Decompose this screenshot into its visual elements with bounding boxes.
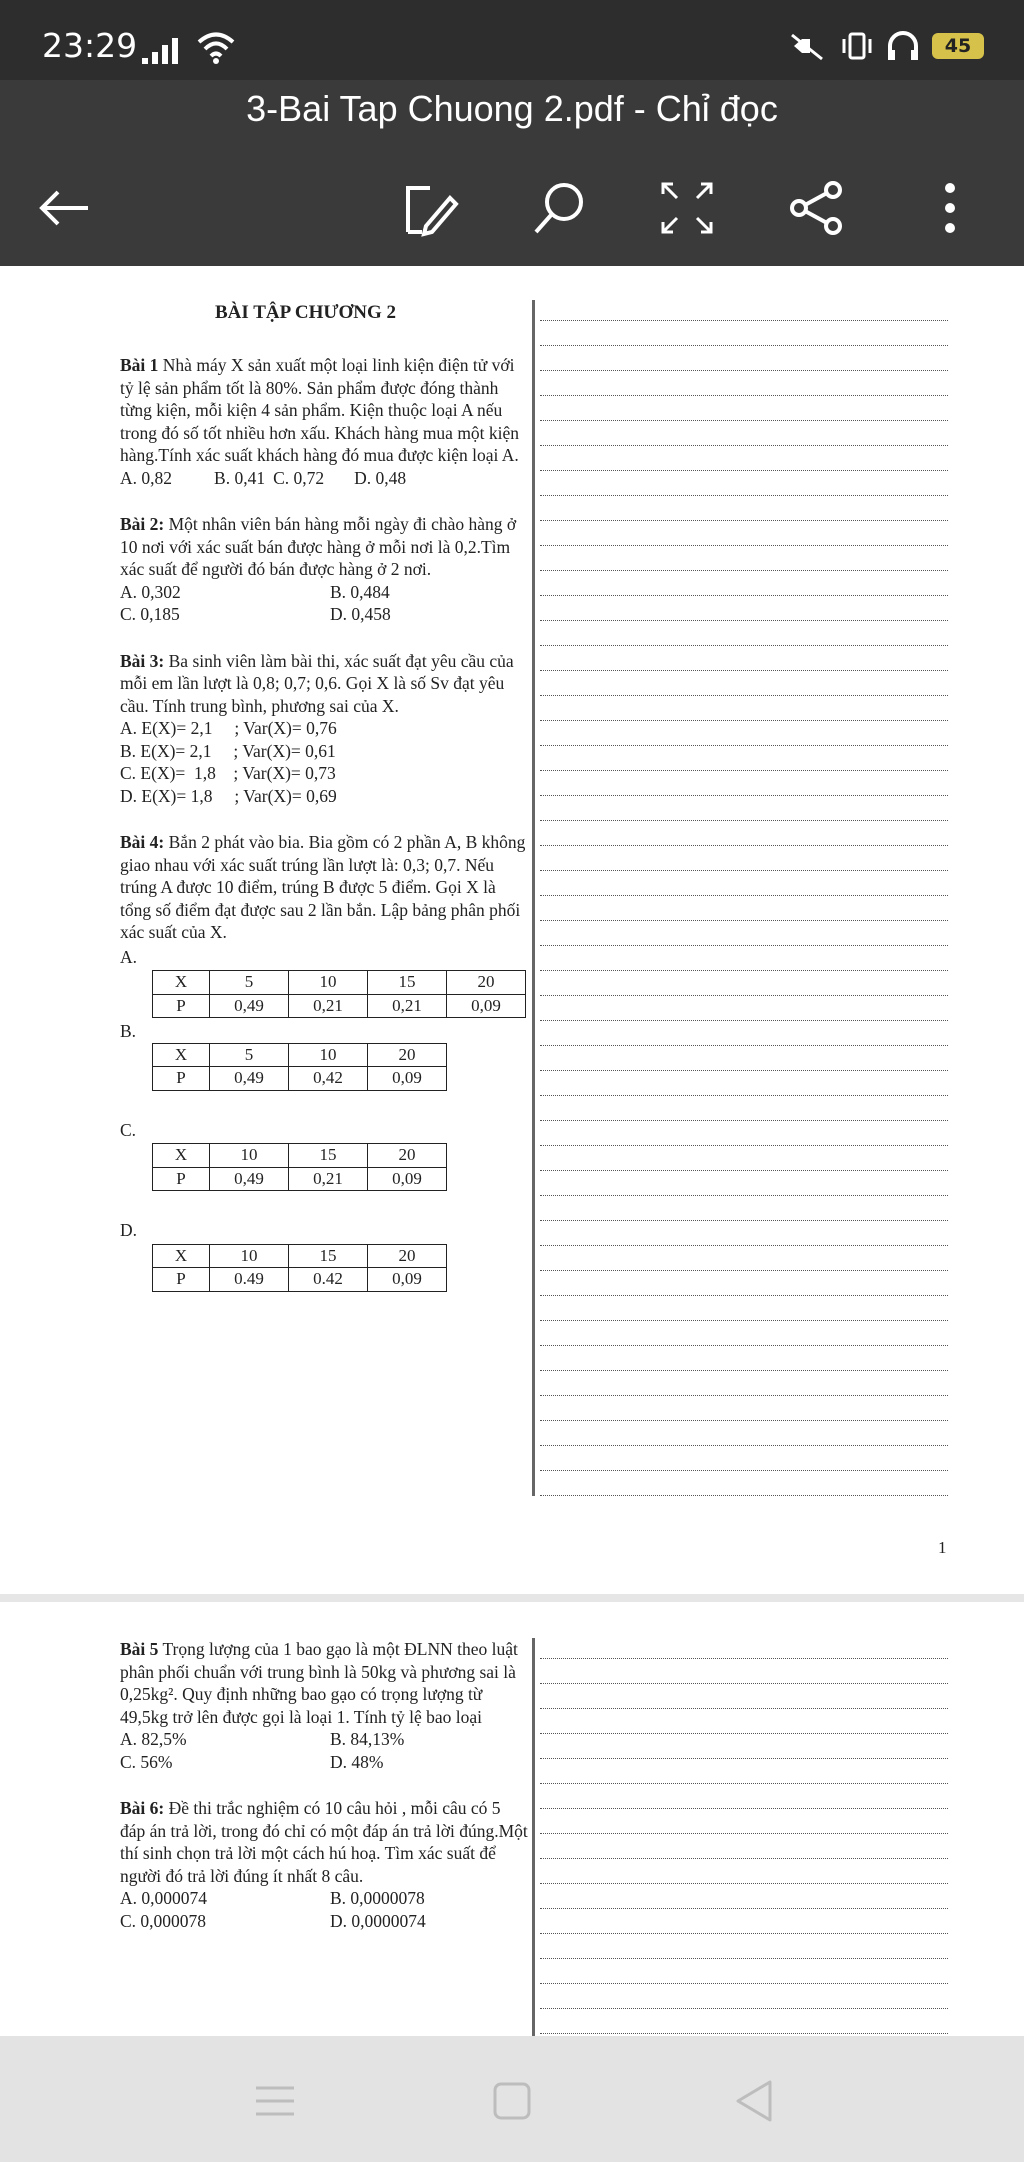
document-title: 3-Bai Tap Chuong 2.pdf - Chỉ đọc: [246, 88, 778, 129]
option-label: C.: [120, 1119, 137, 1140]
table-cell: 20: [368, 1144, 447, 1168]
table-cell: 20: [447, 971, 526, 995]
system-nav-bar: [0, 2036, 1024, 2162]
annotate-button[interactable]: [398, 176, 462, 240]
dotted-line: [540, 1171, 948, 1196]
dotted-line: [540, 1471, 948, 1496]
dotted-line: [540, 771, 948, 796]
battery-indicator: 45: [932, 33, 984, 59]
app-toolbar: [0, 80, 1024, 266]
dotted-line: [540, 1421, 948, 1446]
table-cell: 0,49: [210, 994, 289, 1018]
dotted-line: [540, 1959, 948, 1984]
dotted-line: [540, 471, 948, 496]
table-cell: 15: [289, 1144, 368, 1168]
table-cell: 0,21: [368, 994, 447, 1018]
problem-label: Bài 6:: [120, 1798, 165, 1818]
dotted-line: [540, 1684, 948, 1709]
option: D. E(X)= 1,8 ; Var(X)= 0,69: [120, 785, 337, 806]
problem-text: Trọng lượng của 1 bao gạo là một ĐLNN theo luật phân phối chuẩn với trung bình là 50kg và phương sai là 0,25kg². Quy định những bao gạo có trọng lượng từ 49,5kg trở lên được gọi là loại 1. Tính tỷ lệ bao loại: [120, 1639, 518, 1727]
table-cell: P: [153, 1167, 210, 1191]
dotted-line: [540, 646, 948, 671]
table-cell: 20: [368, 1244, 447, 1268]
dotted-line: [540, 1196, 948, 1221]
dotted-line: [540, 1934, 948, 1959]
distribution-table-b: [152, 1043, 447, 1091]
status-bar: [0, 0, 1024, 80]
dotted-line: [540, 796, 948, 821]
dotted-line: [540, 721, 948, 746]
option: D. 0,0000074: [330, 1910, 426, 1931]
dotted-line: [540, 1296, 948, 1321]
option: B. E(X)= 2,1 ; Var(X)= 0,61: [120, 740, 336, 761]
option: A. 82,5%: [120, 1729, 187, 1749]
option-label: B.: [120, 1021, 137, 1041]
dotted-line: [540, 521, 948, 546]
distribution-table-d: [152, 1244, 447, 1292]
dotted-line: [540, 1221, 948, 1246]
back-triangle-icon[interactable]: [730, 2076, 780, 2126]
option: A. 0,302: [120, 581, 181, 602]
dotted-line: [540, 1371, 948, 1396]
option: C. 56%: [120, 1751, 173, 1772]
expand-icon: [657, 178, 717, 238]
share-icon: [787, 178, 847, 238]
status-right-icons: [788, 30, 984, 62]
table-cell: 0.42: [289, 1268, 368, 1292]
table-cell: 0.49: [210, 1268, 289, 1292]
dotted-line: [540, 1146, 948, 1171]
dotted-line: [540, 571, 948, 596]
problem-label: Bài 4:: [120, 832, 165, 852]
table-cell: 15: [368, 971, 447, 995]
pen-edit-icon: [400, 178, 460, 238]
page-heading: BÀI TẬP CHƯƠNG 2: [215, 302, 397, 323]
dotted-line: [540, 621, 948, 646]
fullscreen-button[interactable]: [655, 176, 719, 240]
dotted-line: [540, 896, 948, 921]
option: A. 0,000074: [120, 1888, 208, 1908]
answer-lines: [540, 1634, 948, 2034]
dotted-line: [540, 1859, 948, 1884]
dotted-line: [540, 1021, 948, 1046]
dotted-line: [540, 1734, 948, 1759]
dotted-line: [540, 371, 948, 396]
dotted-line: [540, 446, 948, 471]
dotted-line: [540, 746, 948, 771]
headphones-icon: [886, 30, 920, 62]
wifi-icon: [196, 30, 236, 64]
dotted-line: [540, 921, 948, 946]
dotted-line: [540, 1346, 948, 1371]
dotted-line: [540, 996, 948, 1021]
dotted-line: [540, 396, 948, 421]
table-cell: X: [153, 1244, 210, 1268]
problem-label: Bài 2:: [120, 514, 165, 534]
dotted-line: [540, 946, 948, 971]
table-cell: 0,49: [210, 1067, 289, 1091]
dotted-line: [540, 1246, 948, 1271]
dotted-line: [540, 696, 948, 721]
dotted-line: [540, 1096, 948, 1121]
dotted-line: [540, 1709, 948, 1734]
share-button[interactable]: [785, 176, 849, 240]
table-cell: 0,21: [289, 994, 368, 1018]
table-cell: 5: [210, 971, 289, 995]
option: D. 0,458: [330, 604, 391, 624]
option: A. 0,82: [120, 467, 173, 488]
dotted-line: [540, 1784, 948, 1809]
dotted-line: [540, 1884, 948, 1909]
dotted-line: [540, 1071, 948, 1096]
dotted-line: [540, 1634, 948, 1659]
problem-3: [120, 650, 530, 808]
problem-text: Bắn 2 phát vào bia. Bia gồm có 2 phần A, B không giao nhau với xác suất trúng lần lượt là: 0,3; 0,7. Nếu trúng A được 10 điểm, trúng B được 5 điểm. Gọi X là tổng số điểm đạt được sau 2 lần bắn. Lập bảng phân phối xác suất của X.: [120, 832, 526, 942]
table-cell: 0,09: [368, 1268, 447, 1292]
dotted-line: [540, 1659, 948, 1684]
problem-1: [120, 354, 530, 489]
dotted-line: [540, 1046, 948, 1071]
option: C. E(X)= 1,8 ; Var(X)= 0,73: [120, 763, 336, 783]
dotted-line: [540, 296, 948, 321]
dotted-line: [540, 1909, 948, 1934]
problem-text: Nhà máy X sản xuất một loại linh kiện điện tử với tỷ lệ sản phẩm tốt là 80%. Sản phẩm được đóng thành từng kiện, mỗi kiện 4 sản phẩm. Kiện thuộc loại A nếu trong đó số tốt nhiều hơn xấu. Khách hàng mua một kiện hàng.Tính xác suất khách hàng đó mua được kiện loại A.: [120, 355, 520, 465]
table-cell: 10: [210, 1144, 289, 1168]
back-arrow-icon: [34, 178, 94, 238]
dotted-line: [540, 871, 948, 896]
column-divider: [532, 300, 535, 1496]
table-cell: 0,42: [289, 1067, 368, 1091]
dotted-line: [540, 1834, 948, 1859]
more-vertical-icon: [920, 178, 980, 238]
option: B. 0,0000078: [330, 1888, 425, 1908]
dotted-line: [540, 596, 948, 621]
table-cell: P: [153, 994, 210, 1018]
dotted-line: [540, 346, 948, 371]
dotted-line: [540, 1984, 948, 2009]
answer-lines: [540, 296, 948, 1496]
dotted-line: [540, 1396, 948, 1421]
dotted-line: [540, 971, 948, 996]
page-number: 1: [938, 1538, 947, 1557]
dotted-line: [540, 2009, 948, 2034]
dotted-line: [540, 421, 948, 446]
table-cell: X: [153, 1043, 210, 1067]
option: B. 0,41: [214, 467, 266, 488]
problem-label: Bài 5: [120, 1639, 159, 1659]
table-cell: X: [153, 1144, 210, 1168]
table-cell: 0,09: [368, 1167, 447, 1191]
dotted-line: [540, 1809, 948, 1834]
dotted-line: [540, 1759, 948, 1784]
menu-icon[interactable]: [250, 2076, 300, 2126]
table-cell: 15: [289, 1244, 368, 1268]
page2-content: [120, 1638, 530, 1956]
problem-label: Bài 3:: [120, 650, 165, 671]
table-cell: 5: [210, 1043, 289, 1067]
option: D. 48%: [330, 1751, 384, 1772]
problem-6: [120, 1797, 530, 1932]
signal-icon: [142, 36, 184, 64]
dotted-line: [540, 671, 948, 696]
table-cell: 0,09: [447, 994, 526, 1018]
mute-vibrate-icon: [788, 31, 828, 61]
option: C. 0,185: [120, 604, 180, 624]
dotted-line: [540, 321, 948, 346]
problem-2: [120, 513, 530, 626]
dotted-line: [540, 821, 948, 846]
table-cell: 0,21: [289, 1167, 368, 1191]
option-label: D.: [120, 1220, 138, 1240]
back-button[interactable]: [32, 176, 96, 240]
distribution-table-a: [152, 970, 526, 1018]
more-button[interactable]: [918, 176, 982, 240]
dotted-line: [540, 846, 948, 871]
table-cell: X: [153, 971, 210, 995]
search-button[interactable]: [528, 176, 592, 240]
status-time: 23:29: [42, 26, 138, 65]
dotted-line: [540, 1321, 948, 1346]
table-cell: 10: [289, 1043, 368, 1067]
home-square-icon[interactable]: [487, 2076, 537, 2126]
dotted-line: [540, 1271, 948, 1296]
dotted-line: [540, 1446, 948, 1471]
distribution-table-c: [152, 1143, 447, 1191]
dotted-line: [540, 546, 948, 571]
problem-5: [120, 1638, 530, 1773]
problem-text: Ba sinh viên làm bài thi, xác suất đạt yêu cầu của mỗi em lần lượt là 0,8; 0,7; 0,6. Gọi X là số Sv đạt yêu cầu. Tính trung bình, phương sai của X.: [120, 650, 514, 716]
option-label: A.: [120, 946, 138, 967]
problem-label: Bài 1: [120, 355, 159, 375]
search-icon: [530, 178, 590, 238]
table-cell: 0,49: [210, 1167, 289, 1191]
option: D. 0,48: [354, 467, 407, 488]
problem-text: Đề thi trắc nghiệm có 10 câu hỏi , mỗi câu có 5 đáp án trả lời, trong đó chỉ có một đáp án trả lời đúng.Một thí sinh chọn trả lời một cách hú hoạ. Tìm xác suất để người đó trả lời đúng ít nhất 8 câu.: [120, 1798, 528, 1886]
problem-4: [120, 831, 530, 1292]
table-cell: 10: [210, 1244, 289, 1268]
table-cell: 20: [368, 1043, 447, 1067]
table-cell: P: [153, 1268, 210, 1292]
pdf-page-1[interactable]: [0, 266, 1024, 1594]
table-cell: 10: [289, 971, 368, 995]
table-cell: P: [153, 1067, 210, 1091]
column-divider: [532, 1638, 535, 2036]
problem-text: Một nhân viên bán hàng mỗi ngày đi chào hàng ở 10 nơi với xác suất bán được hàng ở mỗi nơi là 0,2.Tìm xác suất để người đó bán được hàng ở 2 nơi.: [120, 514, 517, 579]
page1-content: [120, 354, 530, 1316]
option: B. 84,13%: [330, 1729, 405, 1749]
option: B. 0,484: [330, 581, 390, 602]
table-cell: 0,09: [368, 1067, 447, 1091]
pdf-page-2[interactable]: [0, 1602, 1024, 2036]
option: C. 0,000078: [120, 1910, 207, 1931]
dotted-line: [540, 1121, 948, 1146]
vibrate-icon: [840, 31, 874, 61]
option: A. E(X)= 2,1 ; Var(X)= 0,76: [120, 718, 337, 738]
option: C. 0,72: [273, 467, 325, 488]
dotted-line: [540, 496, 948, 521]
